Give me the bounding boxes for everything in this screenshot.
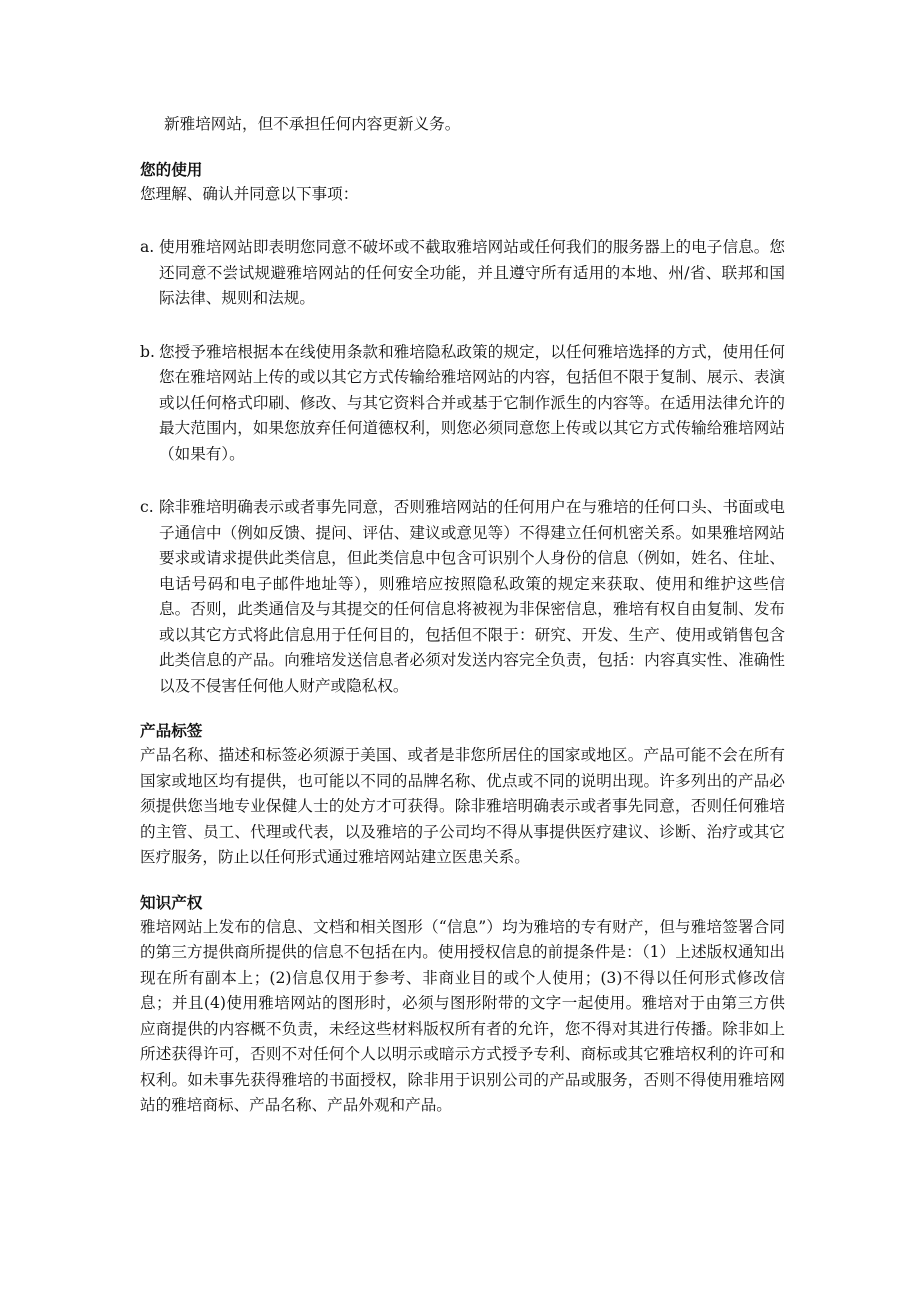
spacer: [140, 467, 785, 495]
section-heading-product-labels: 产品标签: [140, 722, 203, 740]
spacer: [140, 871, 785, 891]
list-item-text: 使用雅培网站即表明您同意不破坏或不截取雅培网站或任何我们的服务器上的电子信息。您还同意不尝试规避雅培网站的任何安全功能，并且遵守所有适用的本地、州/省、联邦和国际法律、规则和法规。: [159, 238, 785, 307]
list-item-text: 除非雅培明确表示或者事先同意，否则雅培网站的任何用户在与雅培的任何口头、书面或电子通信中（例如反馈、提问、评估、建议或意见等）不得建立任何机密关系。如果雅培网站要求或请求提供此类信息，但此类信息中包含可识别个人身份的信息（例如，姓名、住址、电话号码和电子邮件地址等），则雅培应按照隐私政策的规定来获取、使用和维护这些信息。否则，此类通信及与其提交的任何信息将被视为非保密信息，雅培有权自由复制、发布或以其它方式将此信息用于任何目的，包括但不限于：研究、开发、生产、使用或销售包含此类信息的产品。向雅培发送信息者必须对发送内容完全负责，包括：内容真实性、准确性以及不侵害任何他人财产或隐私权。: [159, 498, 785, 695]
spacer: [140, 207, 785, 235]
product-labels-body: 产品名称、描述和标签必须源于美国、或者是非您所居住的国家或地区。产品可能不会在所有国家或地区均有提供，也可能以不同的品牌名称、优点或不同的说明出现。许多列出的产品必须提供您当地专业保健人士的处方才可获得。除非雅培明确表示或者事先同意，否则任何雅培的主管、员工、代理或代表，以及雅培的子公司均不得从事提供医疗建议、诊断、治疗或其它医疗服务，防止以任何形式通过雅培网站建立医患关系。: [140, 746, 785, 866]
spacer: [140, 138, 785, 158]
spacer: [140, 699, 785, 719]
list-item-text: 您授予雅培根据本在线使用条款和雅培隐私政策的规定，以任何雅培选择的方式，使用任何您在雅培网站上传的或以其它方式传输给雅培网站的内容，包括但不限于复制、展示、表演或以任何格式印刷、修改、与其它资料合并或基于它制作派生的内容等。在适用法律允许的最大范围内，如果您放弃任何道德权利，则您必须同意您上传或以其它方式传输给雅培网站（如果有）。: [159, 342, 785, 463]
continuation-text: 新雅培网站，但不承担任何内容更新义务。: [164, 115, 461, 133]
list-item-marker: a.: [140, 238, 155, 256]
document-content: [140, 112, 785, 1119]
list-item: [140, 495, 785, 699]
section-heading-ip: 知识产权: [140, 893, 203, 912]
list-item: [140, 340, 785, 468]
usage-intro: 您理解、确认并同意以下事项：: [140, 184, 359, 203]
list-item-marker: b.: [140, 342, 155, 361]
spacer: [140, 312, 785, 340]
ip-body: 雅培网站上发布的信息、文档和相关图形（“信息”）均为雅培的专有财产，但与雅培签署合同的第三方提供商所提供的信息不包括在内。使用授权信息的前提条件是：（1）上述版权通知出现在所有副本上；(2)信息仅用于参考、非商业目的或个人使用；(3)不得以任何形式修改信息；并且(4)使用雅培网站的图形时，必须与图形附带的文字一起使用。雅培对于由第三方供应商提供的内容概不负责，未经这些材料版权所有者的允许，您不得对其进行传播。除非如上所述获得许可，否则不对任何个人以明示或暗示方式授予专利、商标或其它雅培权利的许可和权利。如未事先获得雅培的书面授权，除非用于识别公司的产品或服务，否则不得使用雅培网站的雅培商标、产品名称、产品外观和产品。: [140, 917, 785, 1114]
section-heading-usage: 您的使用: [140, 160, 203, 179]
list-item: [140, 235, 785, 312]
list-item-marker: c.: [140, 498, 154, 516]
